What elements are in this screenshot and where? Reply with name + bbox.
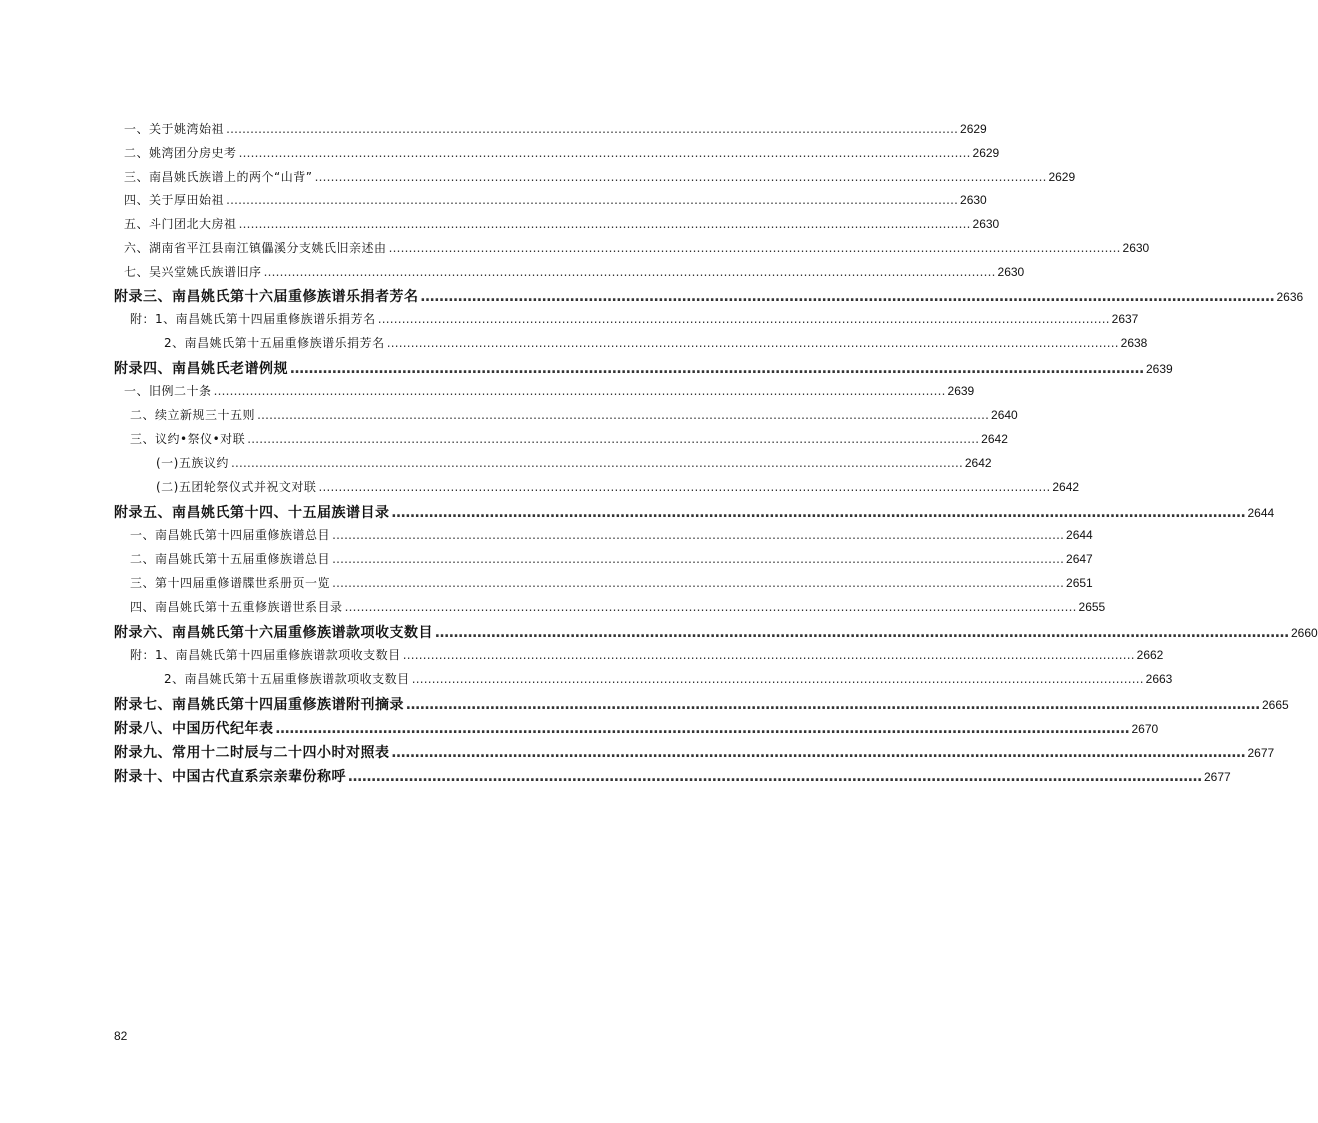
toc-entry-label: (一)五族议约 xyxy=(156,456,229,470)
toc-entry xyxy=(124,168,1076,188)
toc-entry-page: 2629 xyxy=(960,122,987,136)
toc-entry-label: 三、南昌姚氏族谱上的两个“山背” xyxy=(124,170,313,184)
leader-dots: ………………………………………………………………………………………………………………………………………………………………… xyxy=(332,552,1065,566)
toc-entry-label: 二、姚湾团分房史考 xyxy=(124,146,237,160)
toc-entry-label: 二、南昌姚氏第十五届重修族谱总目 xyxy=(130,552,331,566)
toc-entry-page: 2630 xyxy=(1122,241,1150,255)
toc-entry-label: 七、吴兴堂姚氏族谱旧序 xyxy=(124,265,262,279)
toc-entry-label: 附：1、南昌姚氏第十四届重修族谱乐捐芳名 xyxy=(130,312,376,326)
leader-dots: ………………………………………………………………………………………………………………………………………………………………… xyxy=(420,289,1275,305)
toc-entry xyxy=(114,622,1318,642)
toc-entry-page: 2639 xyxy=(1146,362,1173,376)
toc-entry-page: 2640 xyxy=(991,408,1018,422)
toc-entry xyxy=(114,502,1275,522)
toc-entry-label: 附录七、南昌姚氏第十四届重修族谱附刊摘录 xyxy=(114,697,404,713)
toc-entry xyxy=(124,215,1000,235)
toc-entry-page: 2677 xyxy=(1247,746,1275,760)
toc-entry-page: 2642 xyxy=(1052,480,1080,494)
toc-entry-label: 三、议约•祭仪•对联 xyxy=(130,432,246,446)
toc-entry-page: 2660 xyxy=(1291,626,1318,640)
toc-entry-label: 三、第十四届重修谱牒世系册页一览 xyxy=(130,576,331,590)
leader-dots: ………………………………………………………………………………………………………………………………………………………………… xyxy=(332,576,1065,590)
toc-entry-label: 附录六、南昌姚氏第十六届重修族谱款项收支数目 xyxy=(114,625,433,641)
leader-dots: ………………………………………………………………………………………………………………………………………………………………… xyxy=(411,672,1144,686)
toc-entry-label: 一、旧例二十条 xyxy=(124,384,212,398)
toc-entry-label: 一、关于姚湾始祖 xyxy=(124,122,225,136)
toc-entry-label: 附录五、南昌姚氏第十四、十五届族谱目录 xyxy=(114,505,390,521)
leader-dots: ………………………………………………………………………………………………………………………………………………………………… xyxy=(377,312,1110,326)
toc-entry xyxy=(130,406,1018,426)
leader-dots: ………………………………………………………………………………………………………………………………………………………………… xyxy=(402,648,1135,662)
toc-entry-label: 一、南昌姚氏第十四届重修族谱总目 xyxy=(130,528,331,542)
leader-dots: ………………………………………………………………………………………………………………………………………………………………… xyxy=(332,528,1065,542)
leader-dots: ………………………………………………………………………………………………………………………………………………………………… xyxy=(391,505,1246,521)
leader-dots: ………………………………………………………………………………………………………………………………………………………………… xyxy=(238,217,971,231)
toc-entry-page: 2662 xyxy=(1136,648,1164,662)
leader-dots: ………………………………………………………………………………………………………………………………………………………………… xyxy=(226,122,959,136)
page-number: 82 xyxy=(114,1029,128,1043)
toc-entry xyxy=(124,144,1000,164)
leader-dots: ………………………………………………………………………………………………………………………………………………………………… xyxy=(230,456,963,470)
leader-dots: ………………………………………………………………………………………………………………………………………………………………… xyxy=(391,745,1246,761)
toc-entry-page: 2677 xyxy=(1204,770,1231,784)
toc-entry xyxy=(124,239,1150,259)
leader-dots: ………………………………………………………………………………………………………………………………………………………………… xyxy=(386,336,1119,350)
toc-entry-page: 2642 xyxy=(964,456,992,470)
toc-entry-page: 2630 xyxy=(972,217,1000,231)
toc-entry-label: 六、湖南省平江县南江镇儡溪分支姚氏旧亲述由 xyxy=(124,241,387,255)
toc-entry-page: 2655 xyxy=(1078,600,1106,614)
toc-entry-page: 2639 xyxy=(947,384,975,398)
toc-entry-page: 2644 xyxy=(1066,528,1093,542)
toc-entry-page: 2638 xyxy=(1120,336,1148,350)
toc-entry-page: 2637 xyxy=(1111,312,1139,326)
leader-dots: ………………………………………………………………………………………………………………………………………………………………… xyxy=(275,721,1130,737)
leader-dots: ………………………………………………………………………………………………………………………………………………………………… xyxy=(435,625,1289,641)
toc-entry xyxy=(130,598,1106,618)
leader-dots: ………………………………………………………………………………………………………………………………………………………………… xyxy=(348,769,1202,785)
toc-entry-page: 2630 xyxy=(997,265,1025,279)
toc-entry xyxy=(130,430,1008,450)
toc-entry-page: 2670 xyxy=(1131,722,1159,736)
toc-entry xyxy=(114,742,1275,762)
toc-entry-label: 附录九、常用十二时辰与二十四小时对照表 xyxy=(114,745,390,761)
toc-entry-page: 2642 xyxy=(981,432,1008,446)
toc-entry xyxy=(130,310,1139,330)
toc-entry xyxy=(124,191,987,211)
leader-dots: ………………………………………………………………………………………………………………………………………………………………… xyxy=(388,241,1121,255)
toc-entry-page: 2665 xyxy=(1262,698,1289,712)
toc-entry-label: 2、南昌姚氏第十五届重修族谱乐捐芳名 xyxy=(164,336,385,350)
toc-entry-page: 2647 xyxy=(1066,552,1093,566)
toc-entry xyxy=(164,670,1173,690)
toc-entry-label: 附录三、南昌姚氏第十六届重修族谱乐捐者芳名 xyxy=(114,289,419,305)
toc-entry xyxy=(114,766,1231,786)
toc-entry-page: 2629 xyxy=(972,146,1000,160)
leader-dots: ………………………………………………………………………………………………………………………………………………………………… xyxy=(257,408,990,422)
toc-entry xyxy=(156,454,992,474)
toc-entry-label: 附：1、南昌姚氏第十四届重修族谱款项收支数目 xyxy=(130,648,401,662)
toc-entry-page: 2651 xyxy=(1066,576,1093,590)
toc-entry xyxy=(114,718,1159,738)
toc-entry xyxy=(130,526,1093,546)
leader-dots: ………………………………………………………………………………………………………………………………………………………………… xyxy=(314,170,1047,184)
toc-entry xyxy=(130,646,1164,666)
toc-entry-label: 附录八、中国历代纪年表 xyxy=(114,721,274,737)
toc-entry-label: 2、南昌姚氏第十五届重修族谱款项收支数目 xyxy=(164,672,410,686)
toc-entry xyxy=(114,358,1173,378)
leader-dots: ………………………………………………………………………………………………………………………………………………………………… xyxy=(238,146,971,160)
leader-dots: ………………………………………………………………………………………………………………………………………………………………… xyxy=(290,361,1144,377)
toc-entry xyxy=(156,478,1080,498)
toc-entry-label: 二、续立新规三十五则 xyxy=(130,408,256,422)
toc-entry xyxy=(124,263,1025,283)
toc-entry-label: (二)五团轮祭仪式并祝文对联 xyxy=(156,480,317,494)
leader-dots: ………………………………………………………………………………………………………………………………………………………………… xyxy=(263,265,996,279)
toc-entry-label: 附录四、南昌姚氏老谱例规 xyxy=(114,361,288,377)
toc-entry-page: 2629 xyxy=(1048,170,1076,184)
leader-dots: ………………………………………………………………………………………………………………………………………………………………… xyxy=(318,480,1051,494)
toc-entry-page: 2644 xyxy=(1247,506,1275,520)
leader-dots: ………………………………………………………………………………………………………………………………………………………………… xyxy=(247,432,980,446)
toc-entry xyxy=(114,694,1289,714)
toc-entry-page: 2630 xyxy=(960,193,987,207)
leader-dots: ………………………………………………………………………………………………………………………………………………………………… xyxy=(213,384,946,398)
toc-entry xyxy=(114,286,1304,306)
toc-entry-page: 2663 xyxy=(1145,672,1173,686)
leader-dots: ………………………………………………………………………………………………………………………………………………………………… xyxy=(344,600,1077,614)
leader-dots: ………………………………………………………………………………………………………………………………………………………………… xyxy=(406,697,1260,713)
toc-entry xyxy=(124,382,975,402)
toc-entry-label: 四、南昌姚氏第十五重修族谱世系目录 xyxy=(130,600,343,614)
toc-entry-label: 附录十、中国古代直系宗亲辈份称呼 xyxy=(114,769,346,785)
toc-entry-page: 2636 xyxy=(1276,290,1304,304)
toc-entry xyxy=(130,550,1093,570)
leader-dots: ………………………………………………………………………………………………………………………………………………………………… xyxy=(226,193,959,207)
toc-entry-label: 五、斗门团北大房祖 xyxy=(124,217,237,231)
toc-entry-label: 四、关于厚田始祖 xyxy=(124,193,225,207)
toc-entry xyxy=(130,574,1093,594)
toc-entry xyxy=(164,334,1148,354)
toc-entry xyxy=(124,120,987,140)
